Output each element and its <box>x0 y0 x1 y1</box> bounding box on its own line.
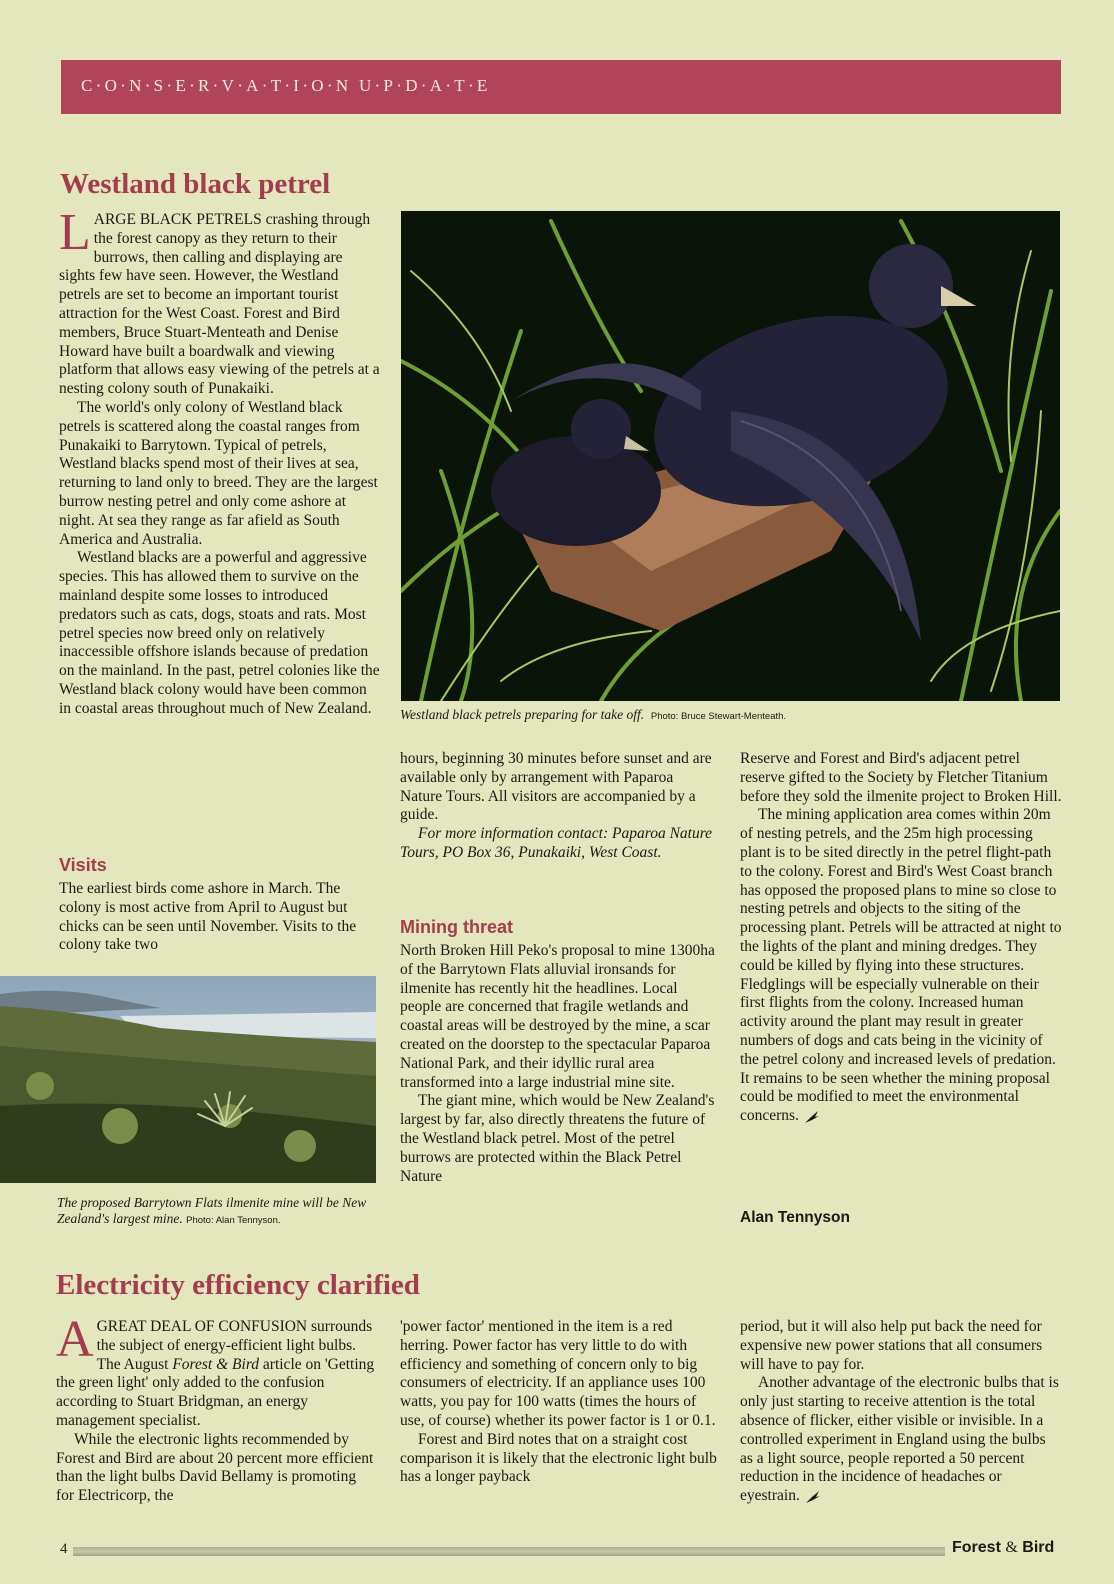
section-banner <box>61 60 1061 114</box>
mining-paragraph-2: The giant mine, which would be New Zealand's largest by far, also directly threatens the future of the Westland black petrel. Most of the petrel burrows are protected within the Black Petrel Nature <box>400 1092 715 1185</box>
column-3-paragraph-1: Reserve and Forest and Bird's adjacent petrel reserve gifted to the Society by Fletcher Titanium before they sold the ilmenite project to Broken Hill. <box>740 750 1062 805</box>
subheading-mining-threat: Mining threat <box>400 917 513 937</box>
article2-paragraph-1: AGREAT DEAL OF CONFUSION surrounds the subject of energy-efficient light bulbs. The August Forest & Bird article on 'Getting the green light' only added to the confusion according to Stuart Bridgman, an energy management specialist. <box>56 1311 375 1429</box>
landscape-illustration <box>0 976 376 1183</box>
lead-in-2: GREAT DEAL OF CONFUSION <box>96 1318 308 1335</box>
end-mark-bird-icon <box>803 1109 821 1125</box>
article2-col3-paragraph-2: Another advantage of the electronic bulbs that is only just starting to receive attention is the total absence of flicker, either visible or invisible. In a controlled experiment in England using the bulbs as a light source, people reported a 50 percent reduction in the incidence of headaches or eyestrain. <box>740 1374 1059 1505</box>
article2-col2-paragraph-1: 'power factor' mentioned in the item is a red herring. Power factor has very little to do with efficiency and something of concern only to big consumers of electricity. If an appliance uses 100 watts, you pay for 100 watts (times the hours of use, of course) whether its power factor is 1 or 0.1. <box>400 1318 716 1429</box>
article2-paragraph-2: While the electronic lights recommended by Forest and Bird are about 20 percent more efficient than the light bulbs David Bellamy is promoting for Electricorp, the <box>56 1430 374 1505</box>
article2-col2-paragraph-2: Forest and Bird notes that on a straight cost comparison it is likely that the electronic light bulb has a longer payback <box>400 1430 717 1486</box>
magazine-footer: Forest & Bird <box>952 1539 1055 1556</box>
end-mark-bird-icon-2 <box>804 1489 822 1505</box>
article1-paragraph-3: Westland blacks are a powerful and aggressive species. This has allowed them to survive on the mainland despite some losses to introduced predators such as cats, dogs, stoats and rats. Most petrel species now breed only on relatively inaccessible offshore islands because of predation on the mainland. In the past, petrel colonies like the Westland black colony would have been common in coastal areas throughout much of New Zealand. <box>59 549 380 717</box>
column-3-paragraph-2: The mining application area comes within 20m of nesting petrels, and the 25m high processing plant is to be sited directly in the petrel flight-path to the colony. Forest and Bird's West Coast branch has opposed the proposed plans to mine so close to nesting petrels and objects to the siting of the processing plant. Petrels will be attracted at night to the lights of the plant and mining dredges. They could be killed by flying into these structures. Fledglings will be especially vulnerable on their first flights from the colony. Increased human activity around the plant may result in greater numbers of dogs and cats being in the vicinity of the petrel colony and increased levels of predation. It remains to be seen whether the mining proposal could be modified to meet the environmental concerns. <box>740 806 1062 1125</box>
lead-in: ARGE BLACK PETRELS <box>93 211 262 228</box>
author-signature: Alan Tennyson <box>740 1209 850 1226</box>
article1-column-2 <box>400 750 718 863</box>
dropcap: L <box>59 204 91 261</box>
article1-column-3 <box>740 750 1062 1126</box>
photo-credit: Photo: Bruce Stewart-Menteath. <box>650 711 787 722</box>
footer-rule <box>73 1547 945 1556</box>
article1-paragraph-1: LARGE BLACK PETRELS crashing through the forest canopy as they return to their burrows, then calling and displaying are sights few have seen. However, the Westland petrels are set to become an important tourist attraction for the West Coast. Forest and Bird members, Bruce Stuart-Menteath and Denise Howard have built a boardwalk and viewing platform that allows easy viewing of the petrels at a nesting colony south of Punakaiki. <box>59 204 380 398</box>
article2-column-3 <box>740 1318 1062 1506</box>
photo-petrels-caption: Westland black petrels preparing for take off. Photo: Bruce Stewart-Menteath. <box>400 707 787 722</box>
article2-column-2 <box>400 1318 718 1487</box>
visits-text <box>59 880 367 955</box>
page-number: 4 <box>60 1541 68 1557</box>
magazine-name: Forest & Bird <box>172 1355 260 1373</box>
column-2-paragraph-1: hours, beginning 30 minutes before sunset and are available only by arrangement with Paparoa Nature Tours. All visitors are accompanied by a guide. <box>400 750 712 824</box>
article2-column-1 <box>56 1311 378 1506</box>
article1-paragraph-2: The world's only colony of Westland black petrels is scattered along the coastal ranges from Punakaiki to Barrytown. Typical of petrels, Westland blacks spend most of their lives at sea, returning to land only to breed. They are the largest burrow nesting petrel and only come ashore at night. At sea they range as far afield as South America and Australia. <box>59 398 378 548</box>
mining-paragraph-1: North Broken Hill Peko's proposal to mine 1300ha of the Barrytown Flats alluvial ironsands for ilmenite has recently hit the headlines. Local people are concerned that fragile wetlands and coastal areas will be destroyed by the mine, a scar created on the doorstep to the spectacular Paparoa National Park, and their idyllic rural area transformed into a large industrial mine site. <box>400 942 715 1091</box>
petrels-illustration <box>401 211 1060 701</box>
article-title-westland-black-petrel: Westland black petrel <box>60 168 331 200</box>
photo-barrytown-flats <box>0 976 376 1183</box>
photo-petrels <box>401 211 1060 701</box>
article2-col3-paragraph-1: period, but it will also help put back the need for expensive new power stations that all consumers will have to pay for. <box>740 1318 1043 1373</box>
photo-barrytown-caption: The proposed Barrytown Flats ilmenite mine will be New Zealand's largest mine. Photo: Alan Tennyson. <box>57 1195 367 1226</box>
article1-column-1 <box>59 204 381 719</box>
contact-info: For more information contact: Paparoa Nature Tours, PO Box 36, Punakaiki, West Coast. <box>400 825 713 861</box>
visits-paragraph: The earliest birds come ashore in March. The colony is most active from April to August but chicks can be seen until November. Visits to the colony take two <box>59 880 357 954</box>
article-title-electricity-efficiency: Electricity efficiency clarified <box>56 1269 420 1301</box>
dropcap-a: A <box>56 1311 94 1368</box>
banner-text: C·O·N·S·E·R·V·A·T·I·O·N U·P·D·A·T·E <box>81 76 491 95</box>
mining-text <box>400 942 718 1186</box>
subheading-visits: Visits <box>59 855 107 875</box>
photo-credit-2: Photo: Alan Tennyson. <box>186 1215 281 1226</box>
